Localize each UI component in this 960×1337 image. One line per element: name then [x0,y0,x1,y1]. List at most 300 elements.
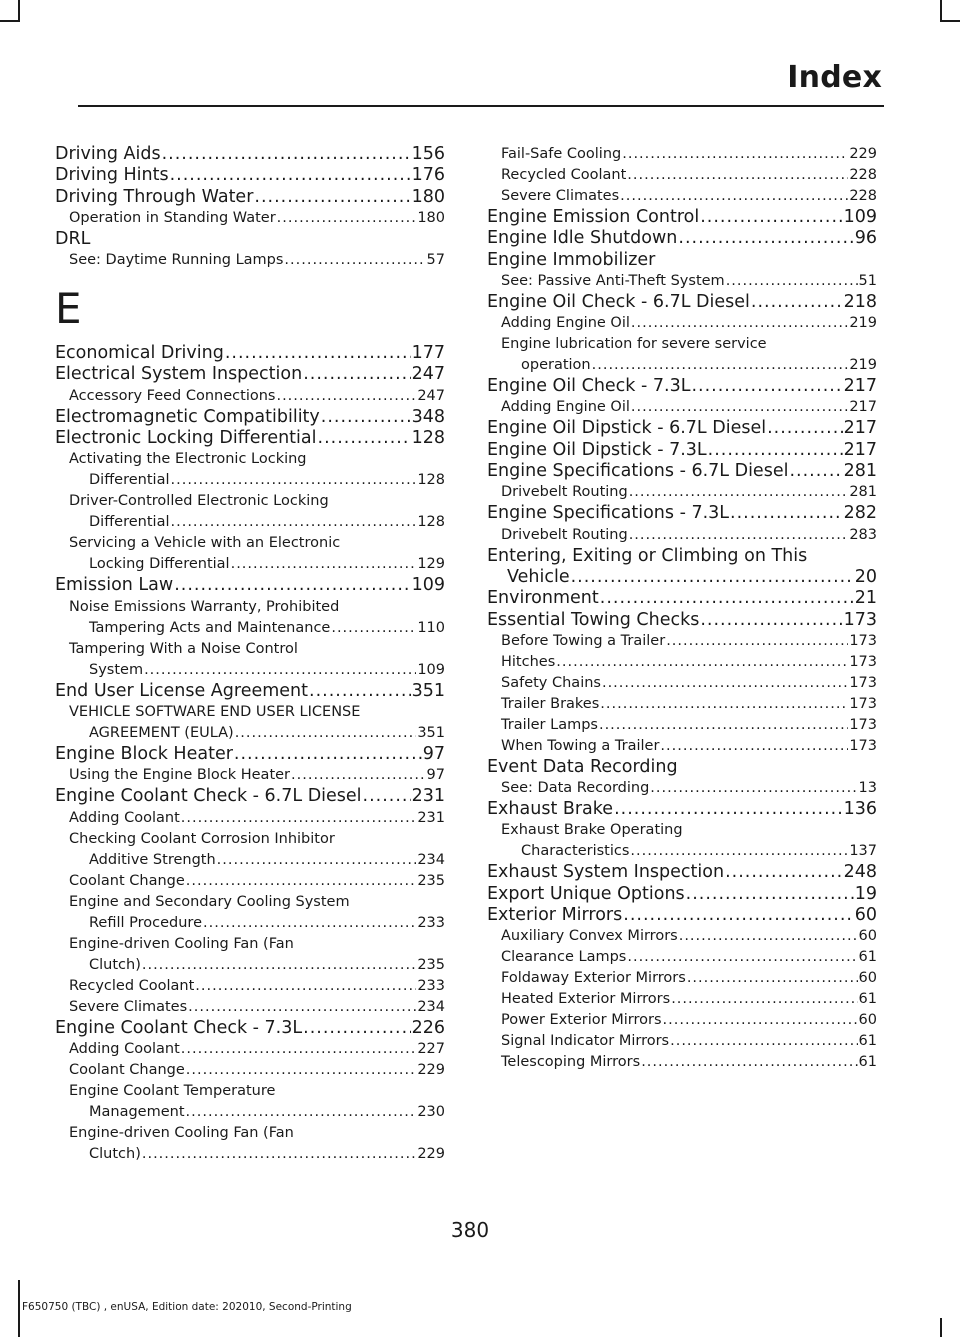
index-entry[interactable] [55,208,445,229]
index-entry[interactable] [55,575,445,596]
index-entry-label-first-line: Noise Emissions Warranty, Prohibited [69,598,340,615]
index-entry[interactable] [55,934,445,976]
index-entry-page[interactable]: 57 [426,252,445,269]
index-entry-label: Environment [487,588,599,609]
index-entry-label: Tampering Acts and Maintenance [89,619,331,636]
index-entry[interactable] [55,407,445,428]
index-entry[interactable] [487,757,877,778]
index-entry-page[interactable]: 173 [849,632,877,649]
index-entry-label: Engine Emission Control [487,207,700,227]
index-entry-page[interactable]: 97 [426,767,445,784]
index-entry[interactable] [55,681,445,702]
index-entry-label: DRL [55,228,91,249]
index-column-right [487,144,877,1073]
index-entry-label: Driving Hints [55,165,169,186]
section-letter: E [55,284,82,334]
dot-leader [678,228,853,249]
index-entry-page[interactable]: 281 [843,461,877,482]
index-entry-label: Engine Coolant Check - 6.7L Diesel [55,786,362,807]
dot-leader [142,1144,416,1165]
index-entry[interactable] [487,862,877,883]
index-entry-page[interactable]: 128 [411,428,445,449]
dot-leader [623,905,853,926]
index-entry-page[interactable]: 137 [849,843,877,860]
crop-mark [940,1318,942,1337]
index-entry-label-first-line: Engine-driven Cooling Fan (Fan [69,1124,294,1141]
index-entry-label: Characteristics [521,843,630,860]
index-entry-page[interactable]: 180 [411,186,445,207]
dot-leader [602,673,848,694]
index-entry[interactable] [487,947,877,968]
index-entry-label: Exterior Mirrors [487,905,623,926]
dot-leader [234,744,422,765]
dot-leader [627,165,848,186]
index-entry-label: End User License Agreement [55,680,308,701]
index-entry-label: Clearance Lamps [501,949,627,966]
index-entry-page[interactable]: 230 [417,1103,445,1120]
index-entry[interactable] [487,736,877,757]
index-entry[interactable] [487,694,877,715]
index-entry[interactable] [487,820,877,862]
index-entry-label: System [89,661,144,678]
index-entry-page[interactable]: 176 [411,165,445,186]
index-entry-page[interactable]: 61 [858,1033,877,1050]
dot-leader [708,440,843,461]
index-entry-page[interactable]: 235 [417,872,445,889]
index-entry[interactable] [487,905,877,926]
index-entry[interactable] [55,364,445,385]
index-entry-label: Engine Oil Check - 7.3L [487,376,691,397]
index-entry[interactable] [487,799,877,820]
dot-leader [188,997,416,1018]
dot-leader [629,482,849,503]
dot-leader [726,271,858,292]
index-entry-label-first-line: Exhaust Brake Operating [501,822,683,839]
dot-leader [767,418,843,439]
index-entry-label: Severe Climates [501,188,620,204]
dot-leader [600,694,848,715]
index-entry-page[interactable]: 173 [843,609,877,630]
index-entry[interactable] [55,449,445,491]
dot-leader [195,976,416,997]
index-entry[interactable] [55,892,445,934]
index-entry-label: Differential [89,514,170,531]
dot-leader [614,799,843,820]
index-entry-label: Signal Indicator Mirrors [501,1033,670,1050]
index-entry-page[interactable]: 248 [843,862,877,883]
index-entry[interactable] [487,313,877,334]
dot-leader [181,1039,417,1060]
index-entry-label: Engine Oil Dipstick - 6.7L Diesel [487,418,767,439]
dot-leader [663,1010,858,1031]
index-entry[interactable] [55,229,445,250]
dot-leader [700,207,842,228]
dot-leader [225,343,411,364]
dot-leader [631,313,848,334]
index-entry-page[interactable]: 60 [858,970,877,987]
dot-leader [217,850,417,871]
index-entry-page[interactable]: 173 [849,716,877,733]
index-entry-page[interactable]: 128 [417,472,445,489]
dot-leader [725,862,843,883]
index-entry-page[interactable]: 20 [854,566,877,587]
index-entry-page[interactable]: 217 [843,376,877,397]
dot-leader [751,292,843,313]
dot-leader [631,397,848,418]
index-entry-page[interactable]: 217 [843,418,877,439]
dot-leader [670,1031,857,1052]
index-entry-label-first-line: Engine Coolant Temperature [69,1082,276,1099]
dot-leader [171,512,417,533]
dot-leader [571,567,854,588]
index-entry-page[interactable]: 229 [417,1061,445,1078]
index-entry[interactable] [487,376,877,397]
index-entry-label: Electronic Locking Differential [55,428,317,449]
dot-leader [291,765,426,786]
index-entry-label: See: Data Recording [501,780,650,797]
index-entry-label-first-line: Activating the Electronic Locking [69,451,307,468]
index-entry-page[interactable]: 229 [849,146,877,162]
dot-leader [630,841,848,862]
index-entry[interactable] [55,428,445,449]
index-entry[interactable] [487,334,877,376]
index-entry[interactable] [487,1052,877,1073]
index-entry-label: Using the Engine Block Heater [69,767,291,784]
index-entry-page[interactable]: 109 [411,575,445,596]
index-entry-label: Hitches [501,653,556,670]
index-entry-label: Recycled Coolant [501,167,627,183]
dot-leader [231,554,417,575]
index-entry-label: operation [521,357,591,374]
index-entry[interactable] [487,503,877,524]
index-entry-label: Severe Climates [69,998,188,1015]
dot-leader [321,407,411,428]
index-entry[interactable] [55,1018,445,1039]
index-entry-page[interactable]: 136 [843,799,877,820]
dot-leader [303,1018,410,1039]
index-entry-page[interactable]: 61 [858,991,877,1008]
dot-leader [174,575,410,596]
index-entry-label: Essential Towing Checks [487,609,700,630]
dot-leader [254,187,410,208]
index-entry-label-first-line: Engine lubrication for severe service [501,336,767,353]
index-entry-page[interactable]: 247 [417,387,445,404]
index-entry[interactable] [487,461,877,482]
dot-leader [730,503,843,524]
index-entry[interactable] [487,207,877,228]
index-entry-page[interactable]: 218 [843,291,877,312]
index-entry[interactable] [487,588,877,609]
index-entry-label: Exhaust System Inspection [487,862,725,883]
index-entry[interactable] [55,250,445,271]
index-entry[interactable] [487,968,877,989]
index-entry[interactable] [487,271,877,292]
dot-leader [599,715,848,736]
index-entry-label: Accessory Feed Connections [69,387,276,404]
index-entry[interactable] [55,829,445,871]
dot-leader [235,723,417,744]
title-divider [78,105,884,107]
index-entry-label: Vehicle [507,566,570,587]
index-entry[interactable] [487,673,877,694]
index-entry-label: Fail-Safe Cooling [501,146,622,162]
index-entry-label: Exhaust Brake [487,799,614,820]
index-entry-page[interactable]: 247 [411,364,445,385]
index-entry[interactable] [55,343,445,364]
dot-leader [303,364,410,385]
index-entry-page[interactable]: 234 [417,851,445,868]
index-entry-page[interactable]: 109 [417,661,445,678]
dot-leader [203,913,416,934]
dot-leader [679,926,858,947]
index-entry-label: Additive Strength [89,851,216,868]
dot-leader [671,989,857,1010]
index-entry-label: Operation in Standing Water [69,209,276,226]
index-entry-label: Engine Coolant Check - 7.3L [55,1017,303,1038]
dot-leader [331,618,416,639]
index-entry-page[interactable]: 96 [854,228,877,249]
index-entry-page[interactable]: 129 [417,556,445,573]
index-entry-page[interactable]: 110 [417,619,445,636]
index-entry-label: Engine Oil Dipstick - 7.3L [487,439,707,460]
index-entry-page[interactable]: 97 [422,743,445,764]
dot-leader [650,778,857,799]
index-entry[interactable] [55,786,445,807]
index-entry[interactable] [55,386,445,407]
index-entry-page[interactable]: 19 [854,883,877,904]
index-entry-page[interactable]: 233 [417,914,445,931]
index-entry[interactable] [487,1010,877,1031]
index-entry[interactable] [487,397,877,418]
index-entry-page[interactable]: 60 [858,928,877,945]
dot-leader [592,355,849,376]
index-entry-page[interactable]: 229 [417,1145,445,1162]
page-number: 380 [450,1218,490,1242]
dot-leader [622,144,848,165]
index-entry-label-first-line: Checking Coolant Corrosion Inhibitor [69,830,335,847]
index-entry-page[interactable]: 128 [417,514,445,531]
dot-leader [318,428,411,449]
index-entry-page[interactable]: 217 [843,439,877,460]
index-entry-label: Locking Differential [89,556,230,573]
index-entry[interactable] [55,491,445,533]
index-entry-page[interactable]: 60 [854,905,877,926]
index-entry-page[interactable]: 228 [849,167,877,183]
dot-leader [687,968,858,989]
dot-leader [186,1102,417,1123]
index-entry[interactable] [487,440,877,461]
index-entry[interactable] [487,228,877,249]
index-entry-label: Management [89,1103,185,1120]
index-entry[interactable] [55,702,445,744]
index-entry-label: Recycled Coolant [69,977,195,994]
index-entry-label: Adding Coolant [69,1040,180,1057]
index-entry-label: Electromagnetic Compatibility [55,406,320,427]
index-entry[interactable] [55,808,445,829]
index-entry-page[interactable]: 217 [849,399,877,416]
index-entry-page[interactable]: 21 [854,588,877,609]
index-entry-label: Clutch) [89,1145,141,1162]
index-entry-label: See: Passive Anti-Theft System [501,272,725,289]
dot-leader [186,1060,417,1081]
dot-leader [629,525,849,546]
index-entry-label-first-line: VEHICLE SOFTWARE END USER LICENSE [69,703,361,720]
index-entry-label: Auxiliary Convex Mirrors [501,928,678,945]
index-entry-label: Coolant Change [69,1061,185,1078]
index-entry[interactable] [487,165,877,186]
index-entry-page[interactable]: 226 [411,1017,445,1038]
index-entry[interactable] [55,1039,445,1060]
index-entry[interactable] [55,976,445,997]
index-entry-label-first-line: Entering, Exiting or Climbing on This [487,545,808,566]
index-entry-page[interactable]: 233 [417,977,445,994]
dot-leader [686,884,854,905]
index-entry[interactable] [487,652,877,673]
crop-mark [18,0,20,22]
index-entry[interactable] [487,292,877,313]
index-entry-label: Trailer Brakes [501,695,600,712]
index-entry[interactable] [55,187,445,208]
index-entry-label: Coolant Change [69,872,185,889]
index-entry-label: Drivebelt Routing [501,484,628,501]
index-entry-page[interactable]: 109 [843,207,877,227]
index-entry-label: Driving Through Water [55,186,254,207]
index-entry-label: Export Unique Options [487,883,685,904]
index-entry[interactable] [487,1031,877,1052]
index-entry-page[interactable]: 283 [849,526,877,543]
index-entry-label: Engine Idle Shutdown [487,228,678,249]
dot-leader [620,186,848,207]
index-entry[interactable] [487,631,877,652]
index-entry-label: Before Towing a Trailer [501,632,666,649]
index-entry[interactable] [55,997,445,1018]
crop-mark [940,0,942,22]
index-entry[interactable] [55,765,445,786]
index-entry[interactable] [55,144,445,165]
index-entry[interactable] [487,418,877,439]
index-entry[interactable] [487,144,877,165]
index-entry[interactable] [55,533,445,575]
index-entry-page[interactable]: 61 [858,949,877,966]
index-entry[interactable] [487,482,877,503]
index-entry-label: Electrical System Inspection [55,364,303,385]
index-entry[interactable] [487,525,877,546]
dot-leader [162,144,411,165]
index-entry-page[interactable]: 227 [417,1040,445,1057]
index-entry-label: Engine Block Heater [55,743,233,764]
index-entry[interactable] [55,871,445,892]
dot-leader [363,786,411,807]
index-entry-label: Engine Immobilizer [487,249,656,270]
index-entry-page[interactable]: 281 [849,484,877,501]
index-entry-label: Trailer Lamps [501,716,598,733]
index-entry[interactable] [55,165,445,186]
dot-leader [600,588,854,609]
dot-leader [700,610,842,631]
dot-leader [142,955,416,976]
index-entry-page[interactable]: 219 [849,357,877,374]
index-entry-label-first-line: Engine and Secondary Cooling System [69,893,350,910]
index-entry-label: See: Daytime Running Lamps [69,252,284,269]
index-entry[interactable] [55,744,445,765]
index-entry-page[interactable]: 180 [417,209,445,226]
index-entry-label: Telescoping Mirrors [501,1054,641,1071]
index-entry-label: Economical Driving [55,343,224,364]
index-entry[interactable] [487,926,877,947]
index-entry-page[interactable]: 228 [849,188,877,204]
index-entry[interactable] [487,778,877,799]
dot-leader [181,808,417,829]
index-entry-page[interactable]: 51 [858,272,877,289]
index-entry-label: Differential [89,472,170,489]
index-entry-page[interactable]: 231 [411,786,445,807]
index-entry-page[interactable]: 348 [411,406,445,427]
index-entry-page[interactable]: 282 [843,503,877,524]
index-entry-label: AGREEMENT (EULA) [89,724,234,741]
index-entry-page[interactable]: 234 [417,998,445,1015]
dot-leader [144,660,416,681]
index-entry-page[interactable]: 351 [417,724,445,741]
index-entry-page[interactable]: 231 [417,809,445,826]
index-entry-label-first-line: Servicing a Vehicle with an Electronic [69,535,341,552]
index-entry[interactable] [487,715,877,736]
index-entry-label: Emission Law [55,575,174,596]
dot-leader [277,208,417,229]
index-entry-page[interactable]: 235 [417,956,445,973]
index-entry-page[interactable]: 60 [858,1012,877,1029]
index-entry-page[interactable]: 61 [858,1054,877,1071]
index-entry-page[interactable]: 219 [849,315,877,332]
dot-leader [666,631,848,652]
index-column-left [55,144,445,1165]
index-entry[interactable] [487,250,877,271]
index-entry-label: Refill Procedure [89,914,202,931]
index-entry[interactable] [55,1060,445,1081]
index-entry[interactable] [55,1123,445,1165]
dot-leader [170,165,411,186]
index-entry-label-first-line: Driver-Controlled Electronic Locking [69,493,329,510]
index-entry[interactable] [55,1081,445,1123]
dot-leader [660,736,848,757]
index-entry-page[interactable]: 177 [411,343,445,364]
index-entry[interactable] [487,546,877,589]
index-entry-label: Heated Exterior Mirrors [501,991,671,1008]
index-entry[interactable] [487,610,877,631]
dot-leader [641,1052,857,1073]
dot-leader [186,871,417,892]
index-entry-label-first-line: Engine-driven Cooling Fan (Fan [69,935,294,952]
index-entry-page[interactable]: 173 [849,695,877,712]
index-entry[interactable] [55,639,445,681]
index-entry-page[interactable]: 173 [849,674,877,691]
index-entry[interactable] [487,989,877,1010]
index-entry-label: Foldaway Exterior Mirrors [501,970,686,987]
index-entry-page[interactable]: 351 [411,680,445,701]
crop-mark [18,1280,20,1337]
index-entry-page[interactable]: 173 [849,737,877,754]
index-entry-page[interactable]: 13 [858,780,877,797]
dot-leader [627,947,857,968]
dot-leader [309,681,411,702]
dot-leader [284,250,425,271]
index-entry[interactable] [487,884,877,905]
index-entry-page[interactable]: 173 [849,653,877,670]
index-entry[interactable] [55,597,445,639]
index-entry[interactable] [487,186,877,207]
index-entry-label: Safety Chains [501,674,601,691]
index-entry-label: Driving Aids [55,144,161,164]
index-entry-page[interactable]: 156 [411,144,445,164]
